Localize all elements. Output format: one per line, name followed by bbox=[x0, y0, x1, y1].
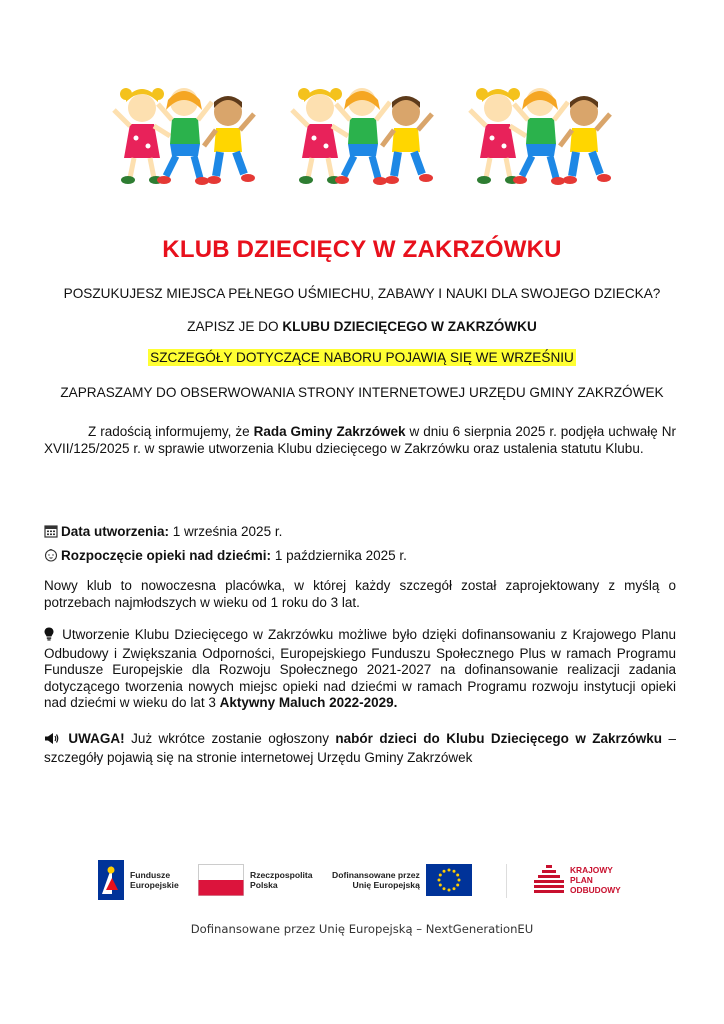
kids-icon bbox=[460, 80, 620, 190]
date-created-row bbox=[44, 521, 676, 545]
headline-recruitment bbox=[0, 350, 724, 365]
lightbulb-icon bbox=[44, 627, 54, 646]
paragraph-attention bbox=[44, 731, 676, 766]
kpo-text-line1: KRAJOWY bbox=[570, 865, 613, 875]
kids-icon bbox=[282, 80, 442, 190]
kpo-text-line2: PLAN bbox=[570, 875, 593, 885]
kids-illustration-2 bbox=[282, 80, 442, 190]
date-created-label: Data utworzenia: bbox=[61, 524, 170, 539]
funding-logos-bar bbox=[98, 856, 638, 906]
kids-illustration-3 bbox=[460, 80, 620, 190]
headline-follow-website: ZAPRASZAMY DO OBSERWOWANIA STRONY INTERNETOWEJ URZĘDU GMINY ZAKRZÓWEK bbox=[60, 385, 664, 400]
ue-text-line2: Unię Europejską bbox=[352, 880, 420, 890]
logo-fundusze-europejskie bbox=[98, 856, 179, 904]
care-start-label: Rozpoczęcie opieki nad dziećmi: bbox=[61, 548, 272, 563]
logo-rzeczpospolita-polska bbox=[198, 856, 313, 904]
header-illustrations bbox=[0, 80, 724, 190]
kpo-text-line3: ODBUDOWY bbox=[570, 885, 621, 895]
eu-flag-icon bbox=[426, 864, 472, 896]
fe-text-line1: Fundusze bbox=[130, 870, 171, 880]
calendar-icon bbox=[44, 523, 58, 545]
para5-b: Już wkrótce zostanie ogłoszony bbox=[124, 731, 336, 746]
paragraph-funding bbox=[44, 627, 676, 712]
kids-illustration-1 bbox=[104, 80, 264, 190]
care-start-row bbox=[44, 545, 676, 569]
headline-enroll bbox=[0, 319, 724, 334]
para4-b: Aktywny Maluch 2022-2029. bbox=[219, 695, 398, 711]
para5-d: – szczegóły pojawią się na stronie internetowej Urzędu Gminy Zakrzówek bbox=[44, 731, 676, 765]
footer-funding-note: Dofinansowane przez Unię Europejską – NextGenerationEU bbox=[190, 922, 534, 936]
rp-text-line1: Rzeczpospolita bbox=[250, 870, 313, 880]
paragraph-resolution bbox=[44, 424, 676, 457]
polish-flag-icon bbox=[198, 864, 244, 896]
highlighted-notice: SZCZEGÓŁY DOTYCZĄCE NABORU POJAWIĄ SIĘ WE WRZEŚNIU bbox=[150, 350, 574, 365]
dates-block bbox=[44, 521, 676, 569]
care-start-value: 1 października 2025 r. bbox=[271, 548, 407, 563]
para1-b: Rada Gminy Zakrzówek bbox=[253, 424, 406, 439]
logo-unia-europejska bbox=[332, 856, 472, 904]
logo-krajowy-plan-odbudowy bbox=[534, 856, 621, 904]
kids-icon bbox=[104, 80, 264, 190]
document-title: KLUB DZIECIĘCY W ZAKRZÓWKU bbox=[162, 236, 562, 263]
fe-text-line2: Europejskie bbox=[130, 880, 179, 890]
kpo-icon bbox=[534, 863, 564, 897]
paragraph-description: Nowy klub to nowoczesna placówka, w której każdy szczegół został zaprojektowany z myślą o potrzebach najmłodszych w wieku od 1 roku do 3 lat. bbox=[44, 578, 676, 610]
rp-text-line2: Polska bbox=[250, 880, 278, 890]
headline-enroll-bold: KLUBU DZIECIĘCEGO W ZAKRZÓWKU bbox=[282, 319, 537, 334]
para4-a: Utworzenie Klubu Dziecięcego w Zakrzówku możliwe było dzięki dofinansowaniu z Krajowego Planu Odbudowy i Zwiększania Odporności, Europejskiego Funduszu Społecznego Plus w ramach Programu Fundusze Europejskie dla Rozwoju Społecznego 2021-2027 na dofinansowanie realizacji zadania dotyczącego tworzenia nowych miejsc opieki nad dziećmi w ramach Programu rozwoju instytucji opieki nad dziećmi w wieku do lat 3 bbox=[44, 627, 676, 711]
para5-c: nabór dzieci do Klubu Dziecięcego w Zakrzówku bbox=[335, 731, 663, 746]
headline-question: POSZUKUJESZ MIEJSCA PEŁNEGO UŚMIECHU, ZABAWY I NAUKI DLA SWOJEGO DZIECKA? bbox=[63, 286, 661, 301]
ue-text-line1: Dofinansowane przez bbox=[332, 870, 420, 880]
headline-enroll-prefix: ZAPISZ JE DO bbox=[187, 319, 283, 334]
megaphone-icon bbox=[44, 732, 59, 750]
logo-divider bbox=[506, 864, 507, 898]
attention-label: UWAGA! bbox=[62, 731, 125, 746]
para1-c: w dniu 6 sierpnia 2025 r. podjęła uchwałę Nr XVII/125/2025 r. w sprawie utworzenia Klubu dziecięcego w Zakrzówku oraz ustalenia statutu Klubu. bbox=[44, 424, 676, 456]
baby-icon bbox=[44, 547, 58, 569]
para1-a: Z radością informujemy, że bbox=[88, 424, 254, 439]
date-created-value: 1 września 2025 r. bbox=[169, 524, 283, 539]
fe-icon bbox=[98, 860, 124, 900]
